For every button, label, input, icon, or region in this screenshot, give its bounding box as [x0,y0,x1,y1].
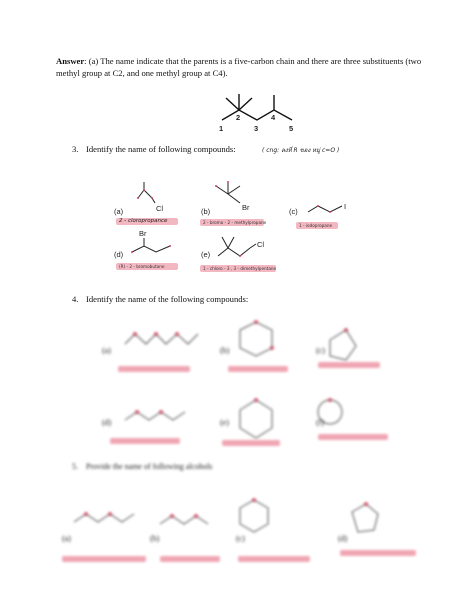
q3-atom-d: Br [139,229,147,238]
carbon-number-1: 1 [219,124,224,133]
q3-answer-c: 1 - iodopropane [296,222,338,229]
q4-letter-f: (f) [316,418,324,427]
question-5-text: Provide the name of following alcohols [86,462,213,471]
q3-atom-e: Cl [257,240,265,249]
q5-structures [74,500,378,532]
q4-letter-b: (b) [220,346,230,355]
q4-letter-c: (c) [316,346,325,355]
q3-answer-b: 2 - bromo - 2 - methylpropane [200,219,264,226]
q5-answer-bar-a [62,556,146,562]
q5-answer-bar-d [340,550,416,556]
question-3-number: 3. [72,144,79,154]
q4-letter-e: (e) [220,418,229,427]
question-4 [72,294,248,304]
q3-letter-e: (e) [201,250,211,259]
carbon-number-2: 2 [236,113,241,122]
question-5 [72,462,212,471]
handwritten-note: ( cng: ลงที่ R ของ หมู่ c=O ) [262,147,340,154]
q4-answer-bar-b [228,366,288,372]
q4-answer-bar-c [318,362,380,368]
q3-answer-d: (R) - 2 - bromobutane [116,263,178,270]
q3-atom-c: I [344,202,347,211]
q5-red-marks [84,498,368,518]
trimethylpentane-structure [222,94,292,120]
question-3 [72,144,236,154]
answer-text: : (a) The name indicate that the parents is a five-carbon chain and there are three substituents (two methyl group at C2, and one methyl group at C4). [56,56,422,78]
answer-label: Answer [56,56,85,66]
q3-atom-b: Br [242,203,250,212]
q5-answer-bar-c [238,556,310,562]
q4-letter-d: (d) [102,418,112,427]
q5-letter-c: (c) [236,534,245,543]
q5-letter-a: (a) [62,534,71,543]
q3-atom-a: Cl [156,204,164,213]
q5-letter-d: (d) [338,534,348,543]
q4-answer-bar-f [318,434,388,440]
q3-answer-e: 1 - chloro - 3 , 3 - dimethylpentane [200,265,276,272]
q4-answer-bar-d [110,438,180,444]
carbon-number-4: 4 [271,113,276,122]
question-3-text: Identify the name of following compounds: [86,144,236,154]
q5-letter-b: (b) [150,534,160,543]
question-4-text: Identify the name of the following compounds: [86,294,249,304]
q4-answer-bar-a [118,366,190,372]
carbon-number-3: 3 [254,124,259,133]
q4-letter-a: (a) [102,346,111,355]
question-4-number: 4. [72,294,79,304]
q3-letter-a: (a) [114,207,124,216]
q4-answer-bar-e [222,440,280,446]
carbon-number-5: 5 [289,124,294,133]
q3-answer-a: 2 - cloropropance [116,218,178,225]
q3-letter-d: (d) [114,250,124,259]
q3-letter-b: (b) [201,207,211,216]
q5-answer-bar-b [160,556,220,562]
q3-letter-c: (c) [289,207,298,216]
question-5-number: 5. [72,462,78,471]
